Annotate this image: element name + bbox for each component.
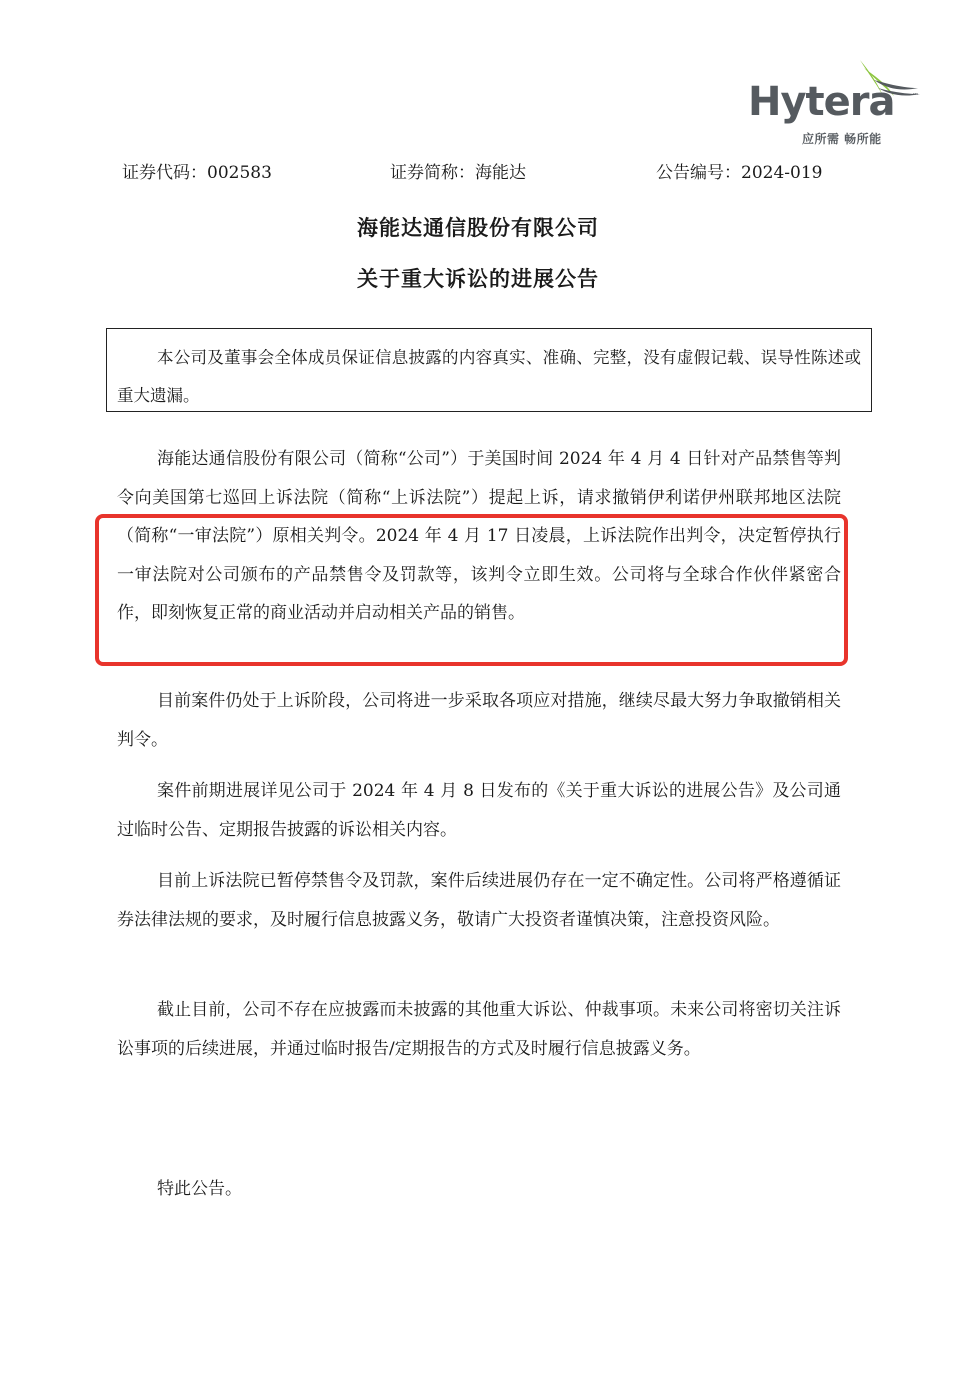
announcement-number: 公告编号：2024-019 xyxy=(656,163,823,183)
logo-wordmark: Hytera xyxy=(748,79,895,125)
securities-header xyxy=(122,158,842,182)
board-guarantee-notice: 本公司及董事会全体成员保证信息披露的内容真实、准确、完整，没有虚假记载、误导性陈述或重大遗漏。 xyxy=(106,328,872,412)
logo-slogan: 应所需 畅所能 xyxy=(802,132,882,146)
company-title: 海能达通信股份有限公司 xyxy=(357,216,599,240)
paragraph-previous-progress: 案件前期进展详见公司于 2024 年 4 月 8 日发布的《关于重大诉讼的进展公告》及公司通过临时公告、定期报告披露的诉讼相关内容。 xyxy=(117,781,841,840)
company-logo xyxy=(748,58,928,148)
paragraph-appeal-result: 海能达通信股份有限公司（简称“公司”）于美国时间 2024 年 4 月 4 日针对产品禁售等判令向美国第七巡回上诉法院（简称“上诉法院”）提起上诉，请求撤销伊利诺伊州联邦地区法院（简称“一审法院”）原相关判令。2024 年 4 月 17 日凌晨，上诉法院作出判令，决定暂停执行一审法院对公司颁布的产品禁售令及罚款等，该判令立即生效。公司将与全球合作伙伴紧密合作，即刻恢复正常的商业活动并启动相关产品的销售。 xyxy=(117,449,841,623)
paragraph-other-litigation: 截止目前，公司不存在应披露而未披露的其他重大诉讼、仲裁事项。未来公司将密切关注诉讼事项的后续进展，并通过临时报告/定期报告的方式及时履行信息披露义务。 xyxy=(117,1000,841,1059)
announcement-title: 关于重大诉讼的进展公告 xyxy=(357,267,599,291)
securities-code: 证券代码：002583 xyxy=(122,163,272,183)
securities-short-name: 证券简称：海能达 xyxy=(390,163,526,183)
closing-statement: 特此公告。 xyxy=(157,1179,242,1199)
paragraph-appeal-stage: 目前案件仍处于上诉阶段，公司将进一步采取各项应对措施，继续尽最大努力争取撤销相关判令。 xyxy=(117,691,841,750)
logo-trademark: ™ xyxy=(912,92,919,100)
paragraph-risk-warning: 目前上诉法院已暂停禁售令及罚款，案件后续进展仍存在一定不确定性。公司将严格遵循证券法律法规的要求，及时履行信息披露义务，敬请广大投资者谨慎决策，注意投资风险。 xyxy=(117,871,841,930)
